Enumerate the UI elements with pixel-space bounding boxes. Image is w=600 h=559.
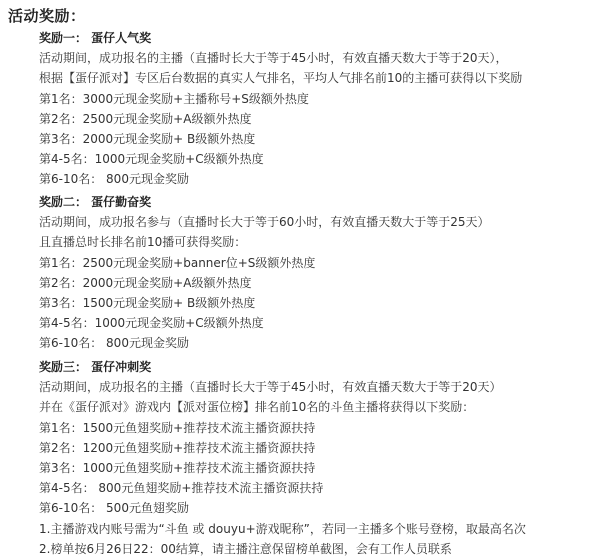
prize-line: 第4-5名：1000元现金奖励+C级额外热度 (39, 316, 264, 331)
section-text-line: 并在《蛋仔派对》游戏内【派对蛋位榜】排名前10名的斗鱼主播将获得以下奖励： (39, 400, 475, 415)
prize-line: 第2名：1200元鱼翅奖励+推荐技术流主播资源扶持 (39, 440, 316, 455)
prize-line: 第1名：1500元鱼翅奖励+推荐技术流主播资源扶持 (39, 420, 316, 435)
prize-line: 第6-10名： 500元鱼翅奖励 (39, 501, 189, 516)
section-heading: 奖励二： 蛋仔勤奋奖 (39, 195, 152, 209)
prize-line: 第2名：2500元现金奖励+A级额外热度 (39, 111, 252, 126)
reward-section-3 (39, 357, 526, 559)
prize-line: 第6-10名： 800元现金奖励 (39, 172, 189, 187)
prize-line: 第3名：1000元鱼翅奖励+推荐技术流主播资源扶持 (39, 461, 316, 476)
prize-line: 第3名：2000元现金奖励+ B级额外热度 (39, 132, 256, 147)
reward-section-1 (39, 28, 522, 190)
reward-section-2 (39, 192, 490, 354)
prize-line: 第1名：2500元现金奖励+banner位+S级额外热度 (39, 255, 316, 270)
section-heading: 奖励一： 蛋仔人气奖 (39, 31, 152, 45)
section-text-line: 根据【蛋仔派对】专区后台数据的真实人气排名，平均人气排名前10的主播可获得以下奖励 (39, 71, 523, 86)
rule-note-line: 2.榜单按6月26日22：00结算，请主播注意保留榜单截图，会有工作人员联系 (39, 541, 452, 556)
section-text-line: 活动期间，成功报名参与（直播时长大于等于60小时，有效直播天数大于等于25天） (39, 215, 490, 230)
section-heading: 奖励三： 蛋仔冲刺奖 (39, 360, 152, 374)
section-text-line: 且直播总时长排名前10播可获得奖励： (39, 235, 247, 250)
prize-line: 第6-10名： 800元现金奖励 (39, 336, 189, 351)
rule-note-line: 1.主播游戏内账号需为“斗鱼 或 douyu+游戏昵称”，若同一主播多个账号登榜，取最高名次 (39, 521, 526, 536)
prize-line: 第3名：1500元现金奖励+ B级额外热度 (39, 296, 256, 311)
page-title: 活动奖励： (8, 7, 86, 25)
prize-line: 第2名：2000元现金奖励+A级额外热度 (39, 275, 252, 290)
section-text-line: 活动期间，成功报名的主播（直播时长大于等于45小时，有效直播天数大于等于20天） (39, 380, 502, 395)
prize-line: 第4-5名：1000元现金奖励+C级额外热度 (39, 152, 264, 167)
prize-line: 第4-5名： 800元鱼翅奖励+推荐技术流主播资源扶持 (39, 481, 324, 496)
prize-line: 第1名：3000元现金奖励+主播称号+S级额外热度 (39, 91, 309, 106)
section-text-line: 活动期间，成功报名的主播（直播时长大于等于45小时，有效直播天数大于等于20天）， (39, 51, 508, 66)
